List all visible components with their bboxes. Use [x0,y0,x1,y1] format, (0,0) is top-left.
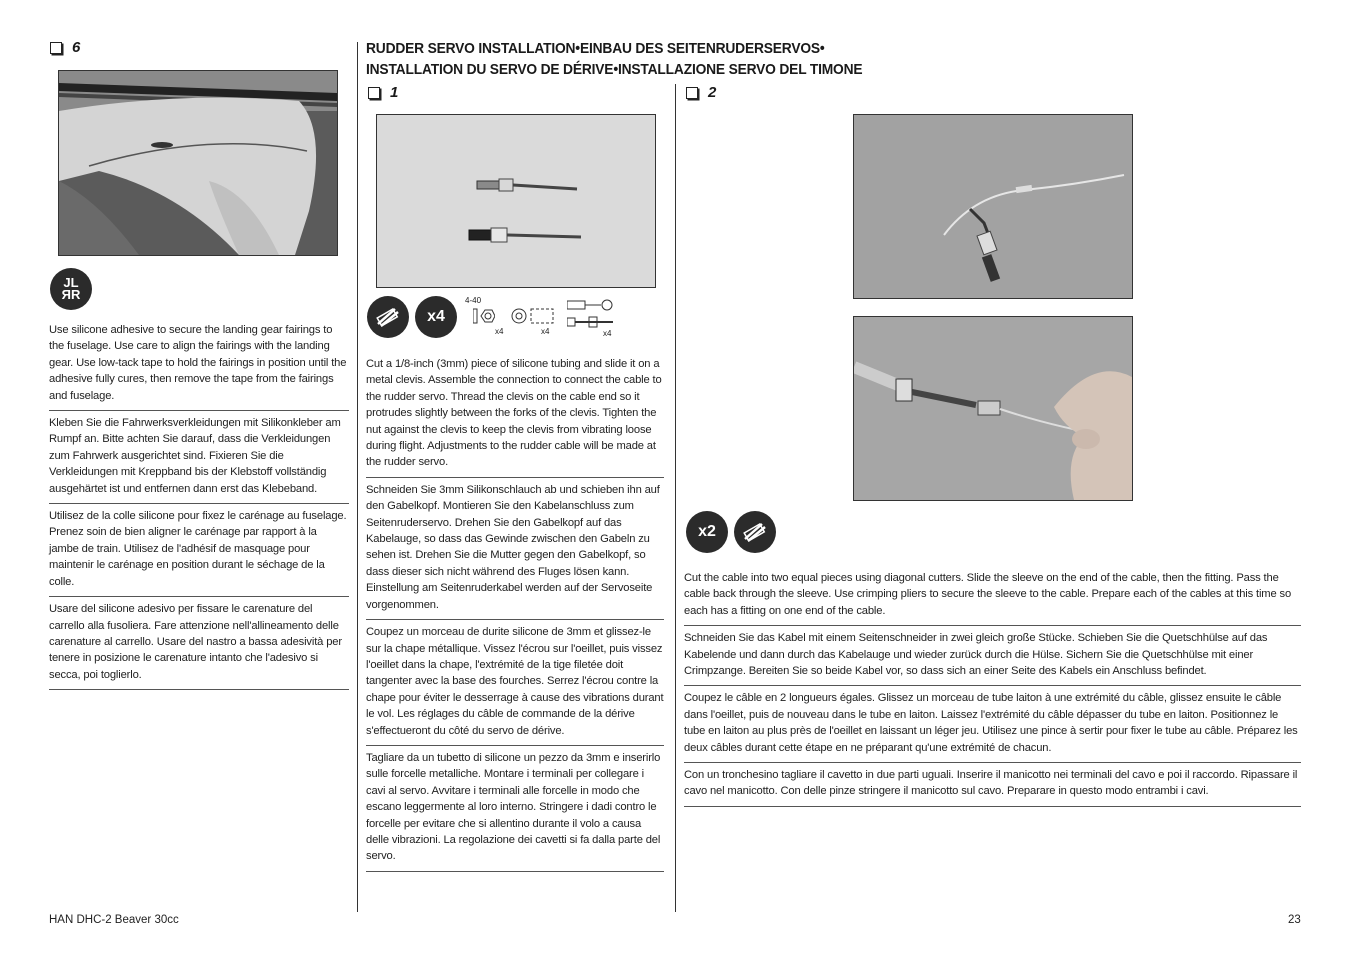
rudder-symbol-badge [50,268,92,310]
diagonal-cutter-icon [734,511,776,553]
section-title [366,38,862,80]
checkbox-icon[interactable] [50,42,62,54]
paragraph-it: Tagliare da un tubetto di silicone un pezzo da 3mm e inserirlo sulle forcelle metalliche. Montare i terminali per collegare i cavi al servo. Avvitare i terminali alle forcelle in modo che escano leggermente al loro interno. Stringere i dadi contro le forcelle per evitare che si allentino durante il volo a causa delle vibrazioni. La regolazione dei cavetti si fa dalla parte del servo. [366,746,664,872]
paragraph-en: Use silicone adhesive to secure the landing gear fairings to the fuselage. Use care to align the fairings with the landing gear. Use low-tack tape to hold the fairings in position until the adhesive fully cures, then remove the tape from the fairings and fuselage. [49,318,349,411]
quantity-badge: x2 [686,511,728,553]
title-line-2: INSTALLATION DU SERVO DE DÉRIVE•INSTALLAZIONE SERVO DEL TIMONE [366,61,863,78]
paragraph-en: Cut the cable into two equal pieces using diagonal cutters. Slide the sleeve on the end of the cable, then the fitting. Pass the cable back through the sleeve. Use crimping pliers to secure the sleeve to the cable. Prepare each of the cables at this time so each has a fitting on one end of the cable. [684,566,1301,626]
tools-row [367,296,667,340]
rudder-letters-icon: JL ЯR [50,268,92,310]
checkbox-icon[interactable] [368,87,380,99]
nut-icon [473,308,495,329]
right-text-block [684,566,1301,807]
quantity-badge: x4 [415,296,457,338]
checkbox-icon[interactable] [686,87,698,99]
paragraph-fr: Coupez le câble en 2 longueurs égales. Glissez un morceau de tube laiton à une extrémité du câble, glissez ensuite le câble dans l'oeillet, puis de nouveau dans le tube en laiton. Laissez l'extrémité du câble dépasser du tube en laiton. Positionnez le tube en laiton au plus près de l'oeillet en laissant un léger jeu. Utilisez une pince à sertir pour fixer le tube au câble. Préparez les deux câbles durant cette étape en ne préparant qu'une extrémité de chacun. [684,686,1301,763]
paragraph-de: Schneiden Sie 3mm Silikonschlauch ab und schieben ihn auf den Gabelkopf. Montieren Sie den Kabelanschluss zum Seitenruderservo. Drehen Sie den Gabelkopf auf das Kabelauge, so dass das Gewinde zwischen den Gabeln zu sehen ist. Drehen Sie die Mutter gegen den Gabelkopf, so dass dieser sich nicht während des Fluges lösen kann. Einstellung am Seitenruderkabel werden auf der Servoseite vorgenommen. [366,478,664,620]
clevis-photo [376,114,656,288]
count-label: x4 [495,327,504,336]
step-number: 6 [72,39,81,56]
cable-sleeve-photo [853,114,1133,299]
hardware-size-label: 4-40 [465,296,482,305]
step-6-header [50,39,80,56]
column-divider [675,84,676,912]
landing-gear-fairing-photo [58,70,338,256]
count-label: x4 [541,327,550,336]
middle-text-block [366,352,664,872]
title-line-1: RUDDER SERVO INSTALLATION•EINBAU DES SEITENRUDERSERVOS• [366,40,825,57]
step-number: 2 [708,84,717,101]
step-1-header [368,84,398,101]
step-number: 1 [390,84,399,101]
paragraph-it: Usare del silicone adesivo per fissare le carenature del carrello alla fusoliera. Fare attenzione nell'allineamento delle carenature al carrello. Usare del nastro a bassa adesività per tenere in posizione le carenature intanto che l'adesivo si secca, poi toglierlo. [49,597,349,690]
paragraph-fr: Utilisez de la colle silicone pour fixez le carénage au fuselage. Prenez soin de bien aligner le carénage par rapport à la jambe de train. Utilisez de l'adhésif de masquage pour maintenir le carénage en position durant le séchage de la colle. [49,504,349,597]
paragraph-fr: Coupez un morceau de durite silicone de 3mm et glissez-le sur la chape métallique. Vissez l'écrou sur l'oeillet, puis vissez l'oeillet dans la chape, l'extrémité de la tige filetée doit tangenter avec la base des fourches. Serrez l'écrou contre la chape pour éviter le desserrage à cause des vibrations durant le vol. Les réglages du câble de commande de la dérive s'effectueront du côté du servo de dérive. [366,620,664,746]
paragraph-de: Kleben Sie die Fahrwerksverkleidungen mit Silikonkleber am Rumpf an. Bitte achten Sie darauf, dass die Verkleidungen zum Fahrwerk ausgerichtet sind. Fixieren Sie die Verkleidungen mit Kreppband bis der Klebstoff vollständig ausgehärtet ist und entfernen dann erst das Klebeband. [49,411,349,504]
count-label: x4 [603,329,612,338]
footer-model-name: HAN DHC-2 Beaver 30cc [49,914,179,926]
paragraph-it: Con un tronchesino tagliare il cavetto in due parti uguali. Inserire il manicotto nei terminali del cavo e poi il raccordo. Ripassare il cavo nel manicotto. Con delle pinze stringere il manicotto sul cavo. Preparare in questo modo entrambi i cavi. [684,763,1301,807]
diagonal-cutter-icon [367,296,409,338]
crimping-photo [853,316,1133,501]
tools-row [686,511,786,555]
column-divider [357,42,358,912]
left-text-block [49,318,349,690]
paragraph-en: Cut a 1/8-inch (3mm) piece of silicone tubing and slide it on a metal clevis. Assemble the connection to connect the cable to the rudder servo. Thread the clevis on the cable end so it protrudes slightly between the forks of the clevis. Tighten the nut against the clevis to keep the clevis from vibrating loose during flight. Adjustments to the rudder cable will be made at the rudder servo. [366,352,664,478]
page-number: 23 [1288,914,1301,926]
paragraph-de: Schneiden Sie das Kabel mit einem Seitenschneider in zwei gleich große Stücke. Schieben Sie die Quetschhülse auf das Kabelende und dann durch das Kabelauge und wieder zurück durch die Hülse. Sichern Sie die Quetschhülse mit einer Crimpzange. Bereiten Sie so beide Kabel vor, so dass sich an einer Seite des Kabels ein Anschluss befindet. [684,626,1301,686]
step-2-header [686,84,716,101]
